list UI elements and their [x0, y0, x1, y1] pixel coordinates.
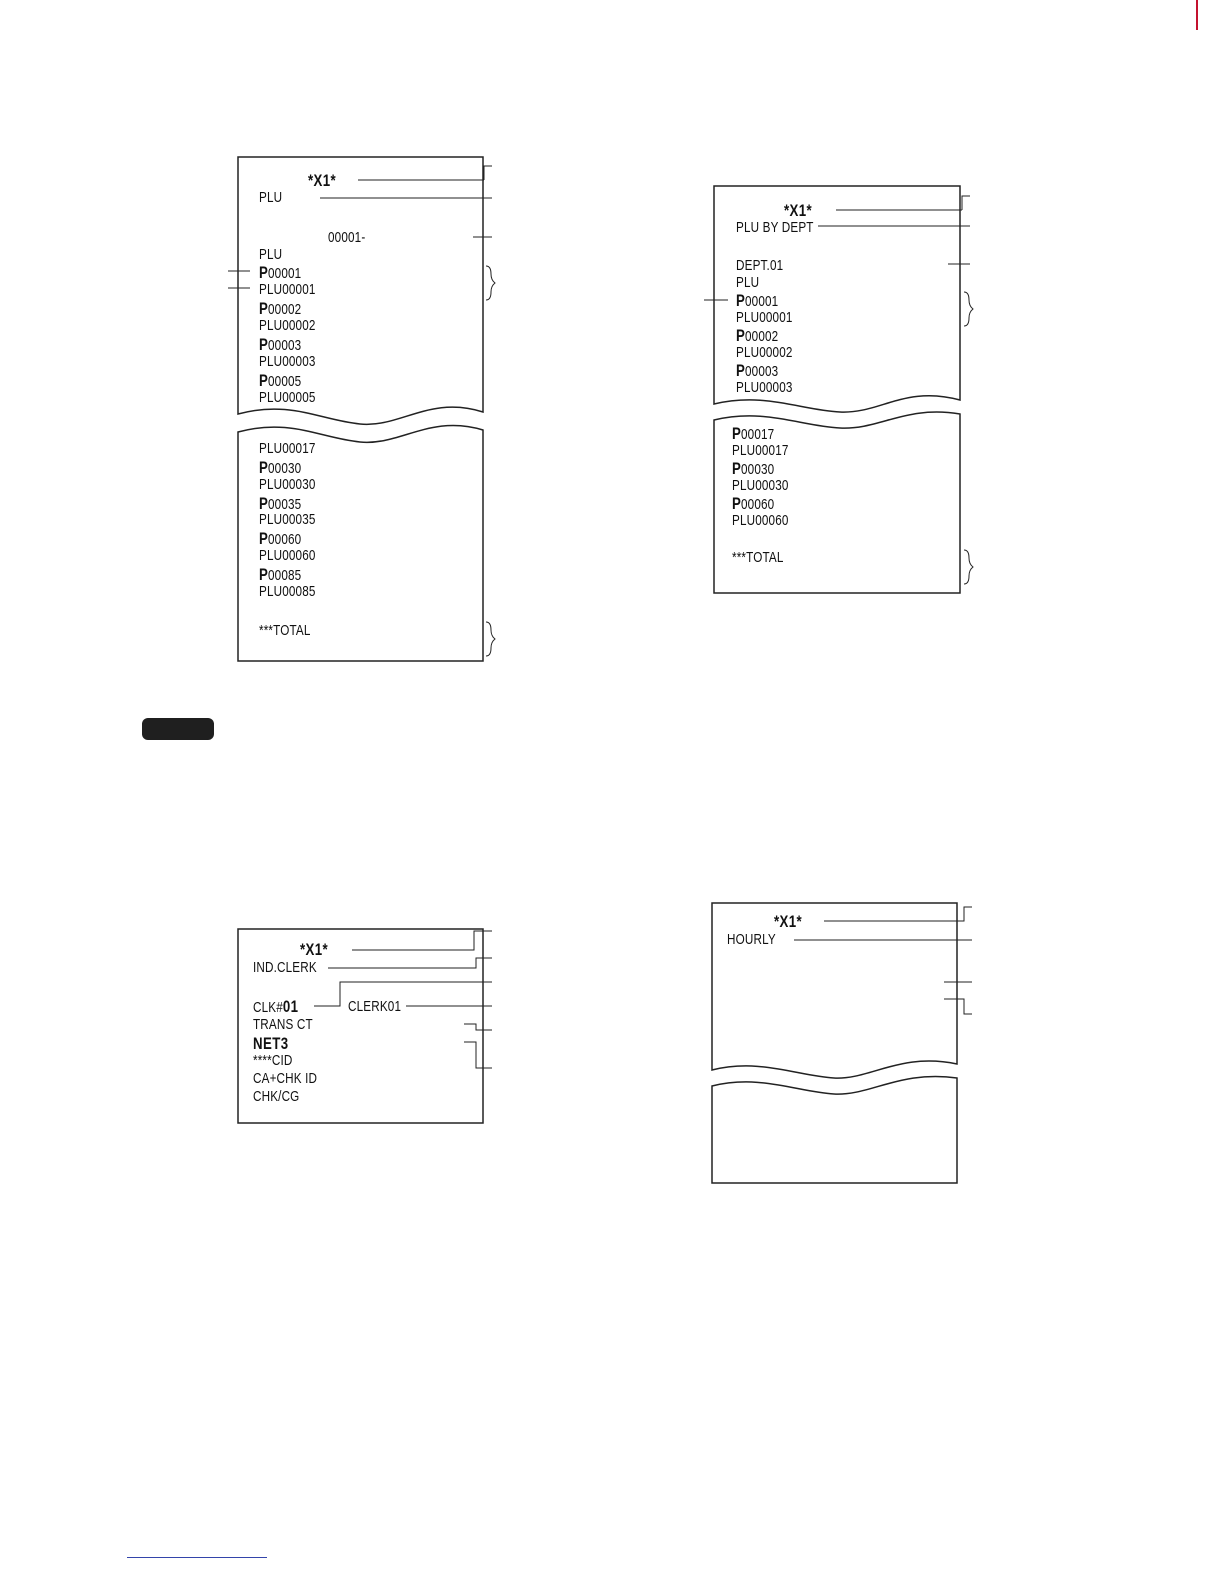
dept-label: DEPT.01	[736, 257, 784, 274]
plu-name: PLU00003	[259, 353, 316, 370]
clerk-name: CLERK01	[348, 998, 402, 1015]
plu-name: PLU00060	[259, 547, 316, 564]
plu-prefix-glyph: P	[259, 371, 269, 390]
plu-name: PLU00030	[259, 475, 316, 493]
plu-name: PLU00003	[736, 378, 793, 396]
plu-prefix-glyph: P	[259, 493, 269, 513]
plu-name: PLU00002	[259, 317, 316, 334]
plu-name: PLU00001	[736, 308, 793, 326]
clerk-title: IND.CLERK	[253, 959, 317, 976]
plu-code: 00005	[268, 373, 302, 390]
plu-prefix-glyph: P	[736, 326, 746, 345]
plu-code: 00001	[745, 293, 779, 310]
plu-code: 00030	[741, 461, 775, 478]
plu-code: 00060	[741, 496, 775, 513]
plu-prefix-glyph: P	[732, 494, 742, 513]
clerk-row-label: NET3	[253, 1034, 289, 1053]
clerk-number: 01	[282, 997, 299, 1016]
plu-name: PLU00002	[736, 343, 793, 361]
plu-range-from: 00001-	[328, 229, 366, 246]
footnote-rule	[127, 1557, 267, 1558]
clerk-mode-label: *X1*	[300, 940, 329, 959]
plu-prefix-glyph: P	[732, 424, 742, 443]
plu-prefix-glyph: P	[259, 263, 269, 282]
plu-code: 00035	[268, 495, 302, 513]
plu-code: 00003	[745, 363, 779, 380]
plu-mode-label: *X1*	[308, 171, 337, 190]
plu-name: PLU00017	[259, 440, 316, 457]
hourly-mode-label: *X1*	[774, 912, 803, 931]
plu-subtitle: PLU	[259, 246, 283, 263]
dept-title: PLU BY DEPT	[736, 219, 814, 236]
plu-name: PLU00017	[732, 441, 789, 459]
plu-code: 00085	[268, 566, 302, 584]
plu-prefix-glyph: P	[736, 361, 746, 380]
clerk-row-label: CA+CHK ID	[253, 1070, 318, 1087]
dept-total-label: ***TOTAL	[732, 549, 784, 566]
plu-prefix-glyph: P	[736, 291, 746, 310]
plu-code: 00002	[268, 301, 302, 318]
plu-prefix-glyph: P	[259, 335, 269, 354]
plu-title: PLU	[259, 189, 283, 206]
plu-code: 00002	[745, 328, 779, 345]
plu-prefix-glyph: P	[259, 299, 269, 318]
clerk-row-label: ****CID	[253, 1052, 293, 1069]
plu-name: PLU00001	[259, 281, 316, 298]
plu-prefix-glyph: P	[259, 458, 269, 477]
plu-prefix-glyph: P	[732, 459, 742, 478]
plu-code: 00001	[268, 265, 302, 282]
plu-name: PLU00060	[732, 511, 789, 529]
clerk-row-label: TRANS CT	[253, 1016, 313, 1033]
clerk-row-label: CHK/CG	[253, 1088, 300, 1105]
plu-name: PLU00030	[732, 476, 789, 494]
plu-name: PLU00005	[259, 389, 316, 406]
plu-code: 00030	[268, 460, 302, 477]
plu-prefix-glyph: P	[259, 529, 269, 549]
plu-prefix-glyph: P	[259, 564, 269, 584]
clerk-number-label: CLK#	[253, 999, 283, 1016]
plu-name: PLU00035	[259, 511, 316, 529]
dept-mode-label: *X1*	[784, 201, 813, 220]
hourly-title: HOURLY	[727, 931, 776, 948]
plu-name: PLU00085	[259, 582, 316, 600]
dept-subtitle: PLU	[736, 274, 760, 291]
plu-code: 00003	[268, 337, 302, 354]
plu-total-label: ***TOTAL	[259, 622, 311, 639]
plu-code: 00017	[741, 426, 775, 443]
plu-code: 00060	[268, 531, 302, 549]
